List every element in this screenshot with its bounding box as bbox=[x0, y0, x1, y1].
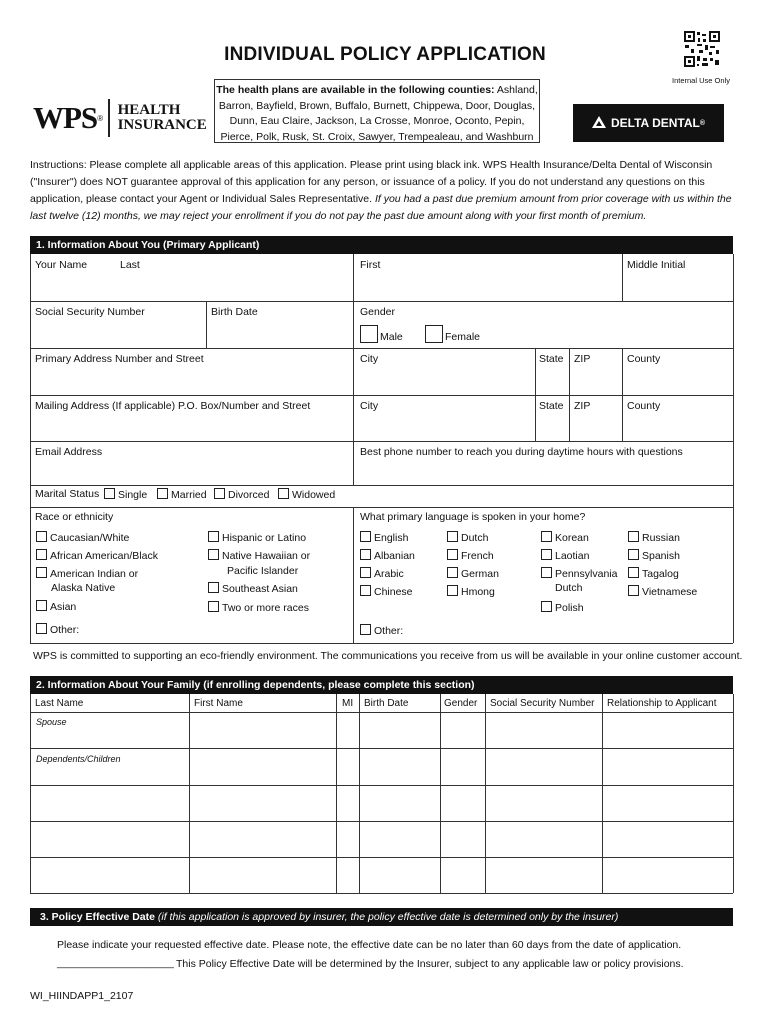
mailing-zip-label: ZIP bbox=[574, 400, 591, 412]
lang-checkbox[interactable] bbox=[628, 531, 639, 542]
lang-option-label: Chinese bbox=[374, 586, 413, 598]
single-label: Single bbox=[118, 489, 148, 501]
race-other[interactable] bbox=[36, 623, 79, 636]
wps-logo bbox=[33, 98, 207, 138]
lang-option-label: Albanian bbox=[374, 550, 415, 562]
lang-option[interactable] bbox=[360, 567, 404, 580]
col-divider bbox=[440, 694, 441, 893]
qr-code-icon bbox=[683, 30, 721, 68]
spouse-label: Spouse bbox=[36, 717, 67, 727]
race-checkbox[interactable] bbox=[208, 531, 219, 542]
ssn-label: Social Security Number bbox=[35, 306, 145, 318]
col-mi: MI bbox=[342, 698, 354, 709]
race-option-cont: Pacific Islander bbox=[227, 565, 299, 577]
race-option[interactable] bbox=[208, 582, 298, 595]
race-option-label: Native Hawaiian or bbox=[222, 550, 311, 562]
birth-date-label: Birth Date bbox=[211, 306, 258, 318]
lang-option-label: Spanish bbox=[642, 550, 680, 562]
col-birth-date: Birth Date bbox=[364, 698, 409, 709]
lang-checkbox[interactable] bbox=[628, 549, 639, 560]
instructions bbox=[30, 157, 740, 225]
lang-option-label: Polish bbox=[555, 602, 584, 614]
lang-option-label: Arabic bbox=[374, 568, 404, 580]
race-checkbox[interactable] bbox=[36, 600, 47, 611]
email-label: Email Address bbox=[35, 446, 103, 458]
last-name-label: Last bbox=[120, 259, 140, 271]
counties-lead: The health plans are available in the following counties: bbox=[216, 84, 495, 96]
female-checkbox[interactable] bbox=[425, 325, 443, 343]
marital-divorced[interactable] bbox=[214, 488, 269, 501]
lang-option[interactable] bbox=[541, 531, 589, 544]
widowed-label: Widowed bbox=[292, 489, 336, 501]
lang-option-label: Korean bbox=[555, 532, 589, 544]
section3-heading-bold: 3. Policy Effective Date bbox=[40, 911, 155, 923]
race-checkbox[interactable] bbox=[208, 549, 219, 560]
lang-option-label: English bbox=[374, 532, 409, 544]
lang-option-label: Hmong bbox=[461, 586, 495, 598]
race-checkbox[interactable] bbox=[208, 601, 219, 612]
lang-option[interactable] bbox=[628, 585, 697, 598]
lang-option[interactable] bbox=[360, 531, 408, 544]
col-relationship: Relationship to Applicant bbox=[607, 698, 717, 709]
delta-dental-reg: ® bbox=[699, 119, 706, 127]
row-divider bbox=[30, 748, 733, 749]
race-option-label: Caucasian/White bbox=[50, 532, 130, 544]
col-divider bbox=[206, 301, 207, 348]
zip-label: ZIP bbox=[574, 353, 591, 365]
col-divider bbox=[30, 254, 31, 643]
section2-heading: 2. Information About Your Family (if enrolling dependents, please complete this section) bbox=[30, 676, 733, 694]
wps-health-insurance bbox=[118, 103, 207, 133]
form-title: INDIVIDUAL POLICY APPLICATION bbox=[224, 44, 546, 65]
lang-checkbox[interactable] bbox=[447, 567, 458, 578]
race-checkbox[interactable] bbox=[208, 582, 219, 593]
col-last-name: Last Name bbox=[35, 698, 84, 709]
race-label: Race or ethnicity bbox=[35, 511, 114, 523]
row-divider bbox=[30, 893, 733, 894]
col-divider bbox=[569, 348, 570, 441]
col-divider bbox=[602, 694, 603, 893]
col-divider bbox=[733, 694, 734, 893]
marital-status-label: Marital Status bbox=[35, 488, 100, 500]
married-label: Married bbox=[171, 489, 207, 501]
lang-option[interactable] bbox=[541, 549, 589, 562]
widowed-checkbox[interactable] bbox=[278, 488, 289, 499]
lang-option[interactable] bbox=[447, 531, 488, 544]
divorced-label: Divorced bbox=[228, 489, 270, 501]
mailing-county-label: County bbox=[627, 400, 661, 412]
lang-option-label: French bbox=[461, 550, 494, 562]
section3-heading-italic: (if this application is approved by insurer, the policy effective date is determined only by the insurer) bbox=[157, 911, 619, 923]
your-name-label: Your Name bbox=[35, 259, 88, 271]
lang-option-label: Tagalog bbox=[642, 568, 679, 580]
lang-checkbox[interactable] bbox=[360, 585, 371, 596]
married-checkbox[interactable] bbox=[157, 488, 168, 499]
mailing-address-label: Mailing Address (If applicable) P.O. Box/Number and Street bbox=[35, 400, 311, 412]
logo-divider bbox=[108, 99, 110, 137]
gender-female-option[interactable] bbox=[425, 325, 480, 343]
row-divider bbox=[30, 857, 733, 858]
female-label: Female bbox=[445, 331, 481, 343]
best-phone-label: Best phone number to reach you during daytime hours with questions bbox=[360, 446, 683, 458]
col-divider bbox=[30, 694, 31, 893]
delta-dental-text: DELTA DENTAL bbox=[610, 116, 700, 130]
lang-option[interactable] bbox=[541, 567, 617, 580]
row-divider bbox=[30, 441, 733, 442]
lang-option[interactable] bbox=[447, 585, 495, 598]
internal-use-label: Internal Use Only bbox=[672, 76, 730, 85]
row-divider bbox=[30, 712, 733, 713]
marital-widowed[interactable] bbox=[278, 488, 335, 501]
race-option-label: Southeast Asian bbox=[222, 583, 298, 595]
effective-date-blank[interactable]: ____________________ bbox=[57, 957, 174, 969]
row-divider bbox=[30, 785, 733, 786]
race-checkbox[interactable] bbox=[36, 549, 47, 560]
col-divider bbox=[485, 694, 486, 893]
col-gender: Gender bbox=[444, 698, 478, 709]
race-other-label: Other: bbox=[50, 624, 80, 636]
lang-other-checkbox[interactable] bbox=[360, 624, 371, 635]
col-divider bbox=[359, 694, 360, 893]
effective-date-request: Please indicate your requested effective date. Please note, the effective date can be no later than 60 days from the date of application. bbox=[57, 939, 682, 951]
lang-checkbox[interactable] bbox=[628, 567, 639, 578]
wps-insurance-text: INSURANCE bbox=[117, 117, 207, 133]
lang-checkbox[interactable] bbox=[541, 567, 552, 578]
lang-option-label: Dutch bbox=[461, 532, 489, 544]
middle-initial-label: Middle Initial bbox=[627, 259, 686, 271]
race-checkbox[interactable] bbox=[36, 567, 47, 578]
race-option-cont: Alaska Native bbox=[51, 582, 116, 594]
lang-option[interactable] bbox=[360, 585, 413, 598]
row-divider bbox=[30, 821, 733, 822]
counties-box bbox=[214, 79, 540, 143]
male-checkbox[interactable] bbox=[360, 325, 378, 343]
lang-checkbox[interactable] bbox=[447, 549, 458, 560]
lang-option[interactable] bbox=[541, 601, 584, 614]
wps-logo-text: WPS bbox=[33, 100, 98, 135]
row-divider bbox=[30, 348, 733, 349]
language-label: What primary language is spoken in your home? bbox=[360, 511, 586, 523]
race-option[interactable] bbox=[36, 567, 138, 580]
row-divider bbox=[30, 395, 733, 396]
race-option[interactable] bbox=[208, 601, 309, 614]
state-label: State bbox=[539, 353, 564, 365]
single-checkbox[interactable] bbox=[104, 488, 115, 499]
mailing-city-label: City bbox=[360, 400, 379, 412]
race-option[interactable] bbox=[208, 531, 306, 544]
wps-logo-reg: ® bbox=[97, 113, 104, 123]
mailing-state-label: State bbox=[539, 400, 564, 412]
lang-option[interactable] bbox=[628, 549, 680, 562]
effective-date-note: This Policy Effective Date will be determined by the Insurer, subject to any applicable law or policy provisions. bbox=[176, 958, 684, 970]
section3-heading bbox=[30, 908, 733, 926]
race-option-label: Two or more races bbox=[222, 602, 309, 614]
lang-option[interactable] bbox=[628, 531, 680, 544]
col-ssn: Social Security Number bbox=[490, 698, 595, 709]
marital-married[interactable] bbox=[157, 488, 207, 501]
lang-checkbox[interactable] bbox=[628, 585, 639, 596]
delta-triangle-icon bbox=[592, 115, 606, 131]
race-other-checkbox[interactable] bbox=[36, 623, 47, 634]
lang-option-label: Pennsylvania bbox=[555, 568, 618, 580]
wps-health-text: HEALTH bbox=[117, 102, 181, 118]
lang-option[interactable] bbox=[447, 567, 499, 580]
row-divider bbox=[30, 485, 733, 486]
race-option[interactable] bbox=[36, 600, 76, 613]
race-option-label: Hispanic or Latino bbox=[222, 532, 307, 544]
race-checkbox[interactable] bbox=[36, 531, 47, 542]
dependents-label: Dependents/Children bbox=[36, 754, 121, 764]
col-divider bbox=[622, 348, 623, 441]
lang-option[interactable] bbox=[628, 567, 679, 580]
male-label: Male bbox=[380, 331, 403, 343]
gender-male-option[interactable] bbox=[360, 325, 403, 343]
divorced-checkbox[interactable] bbox=[214, 488, 225, 499]
lang-checkbox[interactable] bbox=[541, 601, 552, 612]
marital-single[interactable] bbox=[104, 488, 147, 501]
row-divider bbox=[30, 643, 733, 644]
first-name-label: First bbox=[360, 259, 381, 271]
lang-option-cont: Dutch bbox=[555, 582, 583, 594]
lang-option[interactable] bbox=[360, 549, 415, 562]
col-divider bbox=[622, 254, 623, 301]
lang-checkbox[interactable] bbox=[360, 549, 371, 560]
row-divider bbox=[30, 301, 733, 302]
lang-checkbox[interactable] bbox=[447, 531, 458, 542]
gender-label: Gender bbox=[360, 306, 396, 318]
lang-other[interactable] bbox=[360, 624, 403, 637]
col-divider bbox=[353, 507, 354, 643]
col-divider bbox=[535, 348, 536, 441]
lang-option-label: Laotian bbox=[555, 550, 590, 562]
primary-address-label: Primary Address Number and Street bbox=[35, 353, 204, 365]
lang-checkbox[interactable] bbox=[447, 585, 458, 596]
section1-heading: 1. Information About You (Primary Applicant) bbox=[30, 236, 733, 254]
eco-note: WPS is committed to supporting an eco-friendly environment. The communications you receive from us will be available in your online customer account. bbox=[33, 650, 743, 662]
lang-checkbox[interactable] bbox=[360, 567, 371, 578]
row-divider bbox=[30, 507, 733, 508]
col-divider bbox=[336, 694, 337, 893]
col-divider bbox=[189, 694, 190, 893]
delta-dental-logo bbox=[573, 104, 724, 142]
race-option-label: African American/Black bbox=[50, 550, 158, 562]
lang-option-label: German bbox=[461, 568, 499, 580]
lang-checkbox[interactable] bbox=[541, 549, 552, 560]
instructions-italic: If you had a past due premium amount from prior coverage with us within the last twelve (12) months, we may reject your enrollment if you do not pay the past due amount along with your first month of premium. bbox=[30, 193, 732, 222]
race-option[interactable] bbox=[208, 549, 310, 562]
col-first-name: First Name bbox=[194, 698, 243, 709]
form-code: WI_HIINDAPP1_2107 bbox=[30, 990, 134, 1002]
city-label: City bbox=[360, 353, 379, 365]
race-option-label: American Indian or bbox=[50, 568, 139, 580]
lang-option-label: Russian bbox=[642, 532, 680, 544]
col-divider bbox=[353, 254, 354, 485]
lang-checkbox[interactable] bbox=[360, 531, 371, 542]
race-option-label: Asian bbox=[50, 601, 77, 613]
instructions-text: Instructions: Please complete all applicable areas of this application. Please print using black ink. WPS Health Insurance/Delta Dental of Wisconsin ("Insurer") does NOT guarantee approval of this application for any person, or issuance of a policy. If you do not understand any questions on this application, please contact your Agent or Individual Sales Representative. bbox=[30, 159, 713, 205]
col-divider bbox=[733, 254, 734, 643]
lang-other-label: Other: bbox=[374, 625, 404, 637]
race-option[interactable] bbox=[36, 549, 158, 562]
lang-checkbox[interactable] bbox=[541, 531, 552, 542]
county-label: County bbox=[627, 353, 661, 365]
counties-list: Ashland, Barron, Bayfield, Brown, Buffalo, Burnett, Chippewa, Door, Douglas, Dunn, Eau Claire, Jackson, La Crosse, Monroe, Oconto, Pepin, Pierce, Polk, Rusk, St. Croix, Sawyer, Trempealeau, and Washburn bbox=[218, 84, 538, 143]
lang-option[interactable] bbox=[447, 549, 494, 562]
race-option[interactable] bbox=[36, 531, 129, 544]
lang-option-label: Vietnamese bbox=[642, 586, 698, 598]
